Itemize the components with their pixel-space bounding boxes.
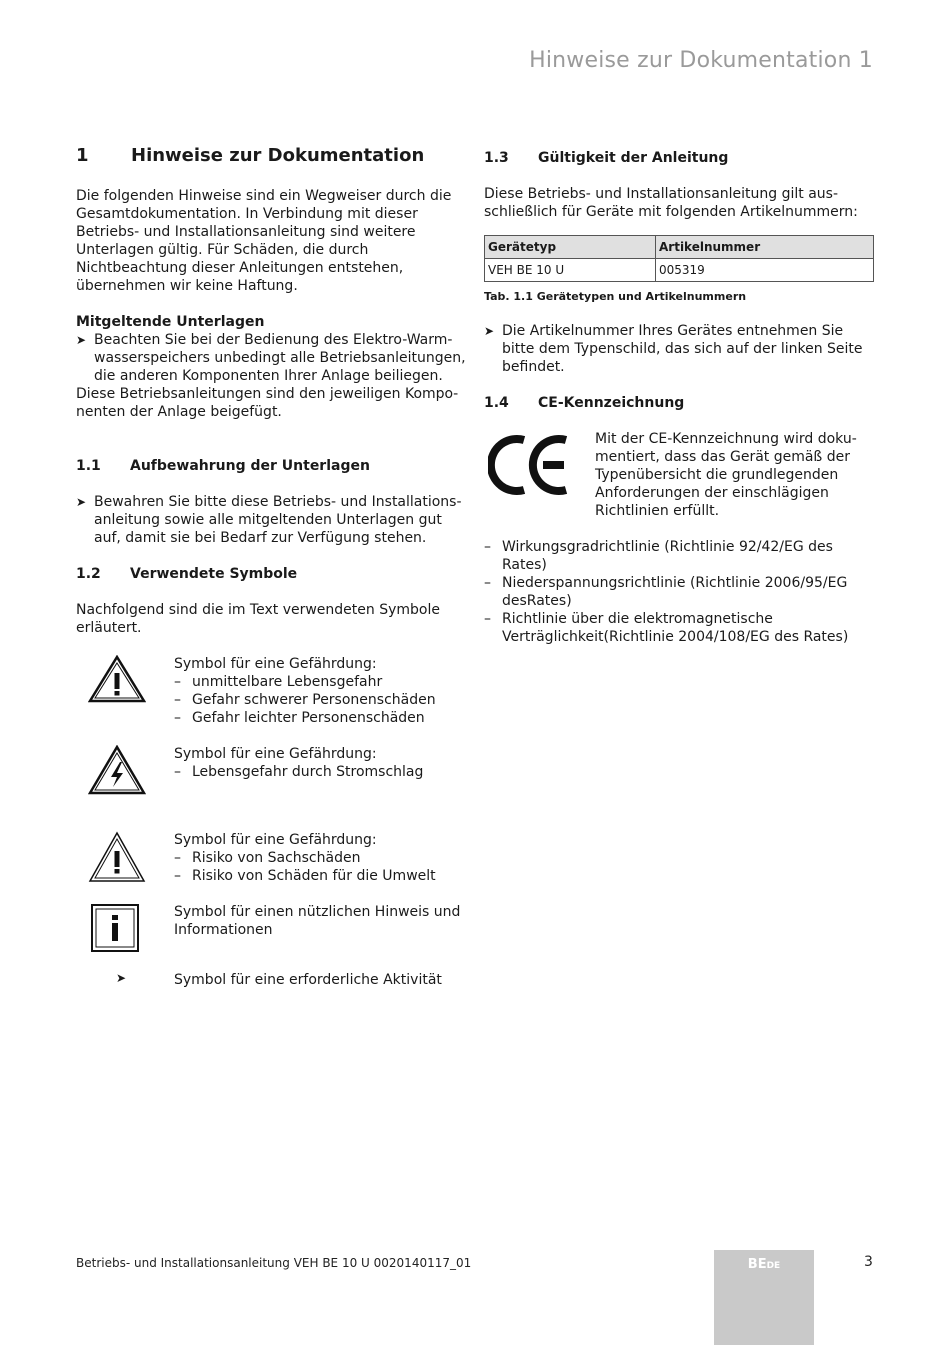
directive-item: – Wirkungsgradrichtlinie (Richtlinie 92/42/EG des Rates) bbox=[484, 539, 833, 573]
section-1-3-heading bbox=[484, 149, 876, 167]
article-table bbox=[484, 235, 874, 282]
action-marker-icon: ➤ bbox=[76, 333, 87, 347]
footer-doc-title: Betriebs- und Installationsanleitung VEH BE 10 U 0020140117_01 bbox=[76, 1256, 472, 1270]
table-row bbox=[485, 259, 874, 282]
symbol-title: Symbol für einen nützlichen Hinweis und Informationen bbox=[174, 904, 461, 938]
right-column bbox=[484, 149, 876, 646]
table-cell: VEH BE 10 U bbox=[485, 259, 656, 282]
action-text: Die Artikelnummer Ihres Gerätes entnehmen Sie bitte dem Typenschild, das sich auf der linken Seite befindet. bbox=[502, 323, 863, 375]
symbol-row-electric-shock bbox=[76, 745, 468, 795]
action-text: Beachten Sie bei der Bedienung des Elektro-Warmwasserspeichers unbedingt alle Betriebsanleitungen, die anderen Komponenten Ihrer Anlage beiliegen. bbox=[94, 332, 466, 384]
symbol-item: – Risiko von Schäden für die Umwelt bbox=[174, 868, 436, 884]
section-number: 1.1 bbox=[76, 458, 101, 474]
intro-paragraph: Die folgenden Hinweise sind ein Wegweiser durch die Gesamtdokumentation. In Verbindung mit dieser Betriebs- und Installationsanleitung sind weitere Unterlagen gültig. Für Schäden, die durch Nichtbeachtung dieser Anleitungen entstehen, übernehmen wir keine Haftung. bbox=[76, 188, 452, 294]
action-marker-icon: ➤ bbox=[76, 495, 87, 509]
section-title: Hinweise zur Dokumentation bbox=[131, 145, 425, 166]
language-subcode: DE bbox=[766, 1261, 781, 1271]
electric-shock-icon bbox=[88, 745, 146, 795]
action-marker-icon: ➤ bbox=[484, 324, 495, 338]
symbol-row-info bbox=[76, 903, 468, 953]
table-cell: 005319 bbox=[656, 259, 874, 282]
symbol-item: – Gefahr leichter Personenschäden bbox=[174, 710, 425, 726]
section-number: 1.3 bbox=[484, 150, 509, 166]
left-column bbox=[76, 143, 468, 989]
section-number: 1.4 bbox=[484, 395, 509, 411]
symbol-title: Symbol für eine Gefährdung: bbox=[174, 832, 377, 848]
section-1-2-heading bbox=[76, 565, 468, 583]
page-number: 3 bbox=[864, 1254, 873, 1270]
table-header: Gerätetyp bbox=[485, 236, 656, 259]
language-tab bbox=[714, 1250, 814, 1345]
directive-item: – Niederspannungsrichtlinie (Richtlinie 2006/95/EG desRates) bbox=[484, 575, 848, 609]
symbol-row-danger bbox=[76, 655, 468, 727]
section-title: CE-Kennzeichnung bbox=[538, 395, 685, 411]
note-paragraph: Diese Betriebsanleitungen sind den jeweiligen Komponenten der Anlage beigefügt. bbox=[76, 386, 459, 420]
symbol-title: Symbol für eine Gefährdung: bbox=[174, 746, 377, 762]
action-item bbox=[484, 322, 876, 376]
symbol-row-caution bbox=[76, 831, 468, 885]
language-code: BE bbox=[747, 1257, 767, 1272]
info-icon bbox=[90, 903, 140, 953]
section-number: 1.2 bbox=[76, 566, 101, 582]
danger-icon bbox=[88, 655, 146, 703]
action-item bbox=[76, 493, 468, 547]
validity-intro: Diese Betriebs- und Installationsanleitung gilt ausschließlich für Geräte mit folgenden Artikelnummern: bbox=[484, 186, 858, 220]
section-1-1-heading bbox=[76, 457, 468, 475]
symbol-title: Symbol für eine Gefährdung: bbox=[174, 656, 377, 672]
section-1-heading bbox=[76, 143, 468, 169]
symbol-title: Symbol für eine erforderliche Aktivität bbox=[174, 972, 442, 988]
ce-text: Mit der CE-Kennzeichnung wird dokumentiert, dass das Gerät gemäß der Typenübersicht die grundlegenden Anforderungen der einschlägigen Richtlinien erfüllt. bbox=[595, 431, 857, 519]
action-marker-icon: ➤ bbox=[116, 971, 127, 985]
ce-mark-icon bbox=[488, 432, 572, 498]
section-number: 1 bbox=[76, 145, 89, 166]
symbol-item: – unmittelbare Lebensgefahr bbox=[174, 674, 383, 690]
table-caption: Tab. 1.1 Gerätetypen und Artikelnummern bbox=[484, 290, 747, 303]
symbol-item: – Lebensgefahr durch Stromschlag bbox=[174, 764, 424, 780]
caution-icon bbox=[88, 831, 146, 883]
symbol-item: – Gefahr schwerer Personenschäden bbox=[174, 692, 436, 708]
section-1-4-heading bbox=[484, 394, 876, 412]
symbol-item: – Risiko von Sachschäden bbox=[174, 850, 361, 866]
directive-item: – Richtlinie über die elektromagnetische Verträglichkeit(Richtlinie 2004/108/EG des Rates) bbox=[484, 611, 849, 645]
section-title: Verwendete Symbole bbox=[130, 566, 298, 582]
symbols-intro: Nachfolgend sind die im Text verwendeten Symbole erläutert. bbox=[76, 602, 440, 636]
ce-block bbox=[484, 430, 876, 520]
action-text: Bewahren Sie bitte diese Betriebs- und Installationsanleitung sowie alle mitgeltenden Unterlagen gut auf, damit sie bei Bedarf zur Verfügung stehen. bbox=[94, 494, 462, 546]
section-title: Aufbewahrung der Unterlagen bbox=[130, 458, 370, 474]
action-item bbox=[76, 331, 468, 385]
table-header: Artikelnummer bbox=[656, 236, 874, 259]
symbol-row-activity bbox=[76, 971, 468, 989]
section-title: Gültigkeit der Anleitung bbox=[538, 150, 729, 166]
page-header-title: Hinweise zur Dokumentation 1 bbox=[529, 48, 873, 73]
sub-heading: Mitgeltende Unterlagen bbox=[76, 314, 265, 330]
